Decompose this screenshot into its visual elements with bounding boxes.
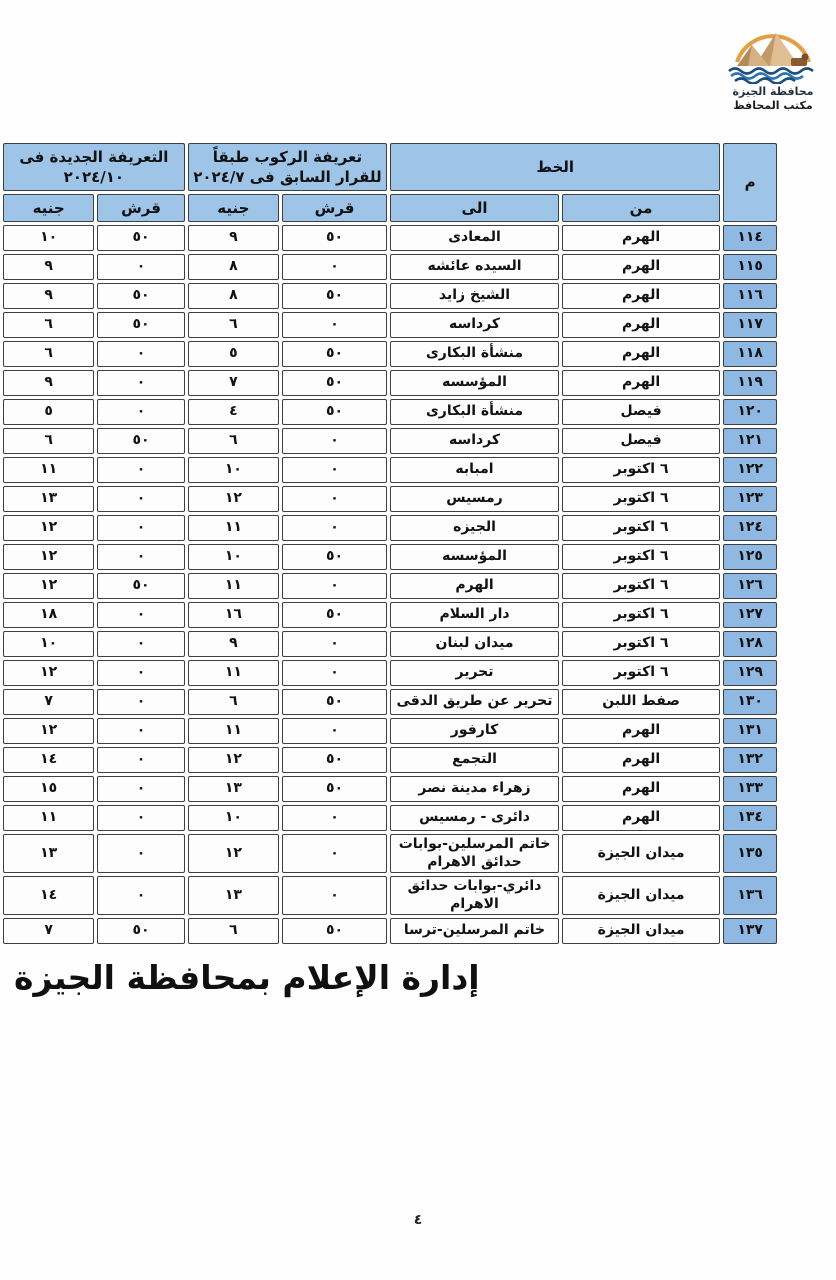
route-from: ميدان الجيزة (562, 876, 720, 915)
row-number: ١٢١ (723, 428, 777, 454)
row-number: ١٣٠ (723, 689, 777, 715)
page-number: ٤ (413, 1212, 423, 1228)
fare-table (0, 140, 780, 947)
route-from: ميدان الجيزة (562, 918, 720, 944)
route-to: خاتم المرسلين-ترسا (390, 918, 559, 944)
table-row (3, 428, 777, 454)
route-to: السيده عائشه (390, 254, 559, 280)
route-from: ٦ اكتوبر (562, 660, 720, 686)
header-prev-fare-group: تعريفة الركوب طبقاً للقرار السابق فى ٢٠٢٤/٧ (188, 143, 387, 191)
prev-fare-piasters: ٠ (282, 515, 387, 541)
prev-fare-piasters: ٥٠ (282, 689, 387, 715)
route-to: الجيزه (390, 515, 559, 541)
new-fare-piasters: ٥٠ (97, 283, 184, 309)
new-fare-piasters: ٠ (97, 631, 184, 657)
prev-fare-pounds: ٦ (188, 689, 279, 715)
row-number: ١١٨ (723, 341, 777, 367)
prev-fare-piasters: ٥٠ (282, 747, 387, 773)
route-to: التجمع (390, 747, 559, 773)
new-fare-piasters: ٠ (97, 834, 184, 873)
route-from: فيصل (562, 428, 720, 454)
prev-fare-pounds: ١٢ (188, 747, 279, 773)
header-prev-piasters: قرش (282, 194, 387, 222)
row-number: ١٢٣ (723, 486, 777, 512)
table-row (3, 602, 777, 628)
prev-fare-pounds: ١٠ (188, 805, 279, 831)
row-number: ١٢٠ (723, 399, 777, 425)
route-to: رمسيس (390, 486, 559, 512)
prev-fare-pounds: ٧ (188, 370, 279, 396)
prev-fare-piasters: ٥٠ (282, 370, 387, 396)
table-row (3, 918, 777, 944)
row-number: ١٣٧ (723, 918, 777, 944)
route-to: المؤسسه (390, 544, 559, 570)
row-number: ١١٤ (723, 225, 777, 251)
table-row (3, 457, 777, 483)
table-row (3, 660, 777, 686)
new-fare-piasters: ٠ (97, 370, 184, 396)
prev-fare-piasters: ٠ (282, 834, 387, 873)
header-new-piasters: قرش (97, 194, 184, 222)
new-fare-piasters: ٠ (97, 660, 184, 686)
new-fare-pounds: ٩ (3, 283, 94, 309)
table-row (3, 776, 777, 802)
route-to: المعادى (390, 225, 559, 251)
header-from: من (562, 194, 720, 222)
route-from: ميدان الجيزة (562, 834, 720, 873)
table-row (3, 486, 777, 512)
new-fare-piasters: ٠ (97, 805, 184, 831)
header-line: الخط (390, 143, 720, 191)
route-to: المؤسسه (390, 370, 559, 396)
table-row (3, 225, 777, 251)
new-fare-pounds: ٦ (3, 428, 94, 454)
new-fare-pounds: ٧ (3, 918, 94, 944)
row-number: ١٢٩ (723, 660, 777, 686)
new-fare-pounds: ١٢ (3, 660, 94, 686)
route-from: الهرم (562, 283, 720, 309)
new-fare-pounds: ١٠ (3, 631, 94, 657)
header-index: م (723, 143, 777, 222)
row-number: ١٣٥ (723, 834, 777, 873)
row-number: ١٢٤ (723, 515, 777, 541)
route-to: منشأة البكارى (390, 399, 559, 425)
new-fare-piasters: ٠ (97, 689, 184, 715)
prev-fare-piasters: ٠ (282, 486, 387, 512)
route-from: ٦ اكتوبر (562, 602, 720, 628)
prev-fare-pounds: ٦ (188, 918, 279, 944)
header-group-row (3, 143, 777, 191)
row-number: ١٣٢ (723, 747, 777, 773)
prev-fare-pounds: ١٢ (188, 486, 279, 512)
table-row (3, 718, 777, 744)
prev-fare-pounds: ١١ (188, 515, 279, 541)
prev-fare-piasters: ٥٠ (282, 225, 387, 251)
route-to: دائرى - رمسيس (390, 805, 559, 831)
prev-fare-pounds: ١٠ (188, 457, 279, 483)
pyramids-sun-nile-icon (721, 20, 825, 84)
row-number: ١٣١ (723, 718, 777, 744)
route-from: ٦ اكتوبر (562, 544, 720, 570)
table-row (3, 747, 777, 773)
route-to: امبابه (390, 457, 559, 483)
prev-fare-pounds: ١١ (188, 660, 279, 686)
prev-fare-pounds: ٥ (188, 341, 279, 367)
new-fare-piasters: ٥٠ (97, 918, 184, 944)
prev-fare-piasters: ٠ (282, 254, 387, 280)
prev-fare-pounds: ١٠ (188, 544, 279, 570)
fare-table-body (3, 225, 777, 944)
new-fare-pounds: ٦ (3, 312, 94, 338)
row-number: ١٣٦ (723, 876, 777, 915)
new-fare-pounds: ١٢ (3, 718, 94, 744)
new-fare-piasters: ٥٠ (97, 573, 184, 599)
new-fare-pounds: ١٥ (3, 776, 94, 802)
header-prev-pounds: جنيه (188, 194, 279, 222)
prev-fare-pounds: ٨ (188, 283, 279, 309)
new-fare-pounds: ٦ (3, 341, 94, 367)
prev-fare-piasters: ٥٠ (282, 544, 387, 570)
prev-fare-pounds: ٩ (188, 631, 279, 657)
new-fare-pounds: ١١ (3, 457, 94, 483)
fare-table-header (3, 143, 777, 222)
route-from: ٦ اكتوبر (562, 573, 720, 599)
row-number: ١١٥ (723, 254, 777, 280)
route-to: كارفور (390, 718, 559, 744)
prev-fare-pounds: ٦ (188, 428, 279, 454)
new-fare-piasters: ٠ (97, 876, 184, 915)
new-fare-pounds: ١٢ (3, 573, 94, 599)
row-number: ١٢٦ (723, 573, 777, 599)
row-number: ١٢٨ (723, 631, 777, 657)
prev-fare-piasters: ٠ (282, 312, 387, 338)
new-fare-pounds: ١٢ (3, 515, 94, 541)
giza-governorate-logo (714, 20, 832, 112)
table-row (3, 515, 777, 541)
route-to: الشيخ زايد (390, 283, 559, 309)
prev-fare-pounds: ٦ (188, 312, 279, 338)
route-from: الهرم (562, 225, 720, 251)
header-new-fare-group: التعريفة الجديدة فى ٢٠٢٤/١٠ (3, 143, 185, 191)
route-from: ٦ اكتوبر (562, 631, 720, 657)
prev-fare-piasters: ٥٠ (282, 399, 387, 425)
table-row (3, 805, 777, 831)
new-fare-pounds: ١٣ (3, 834, 94, 873)
new-fare-piasters: ٥٠ (97, 225, 184, 251)
table-row (3, 283, 777, 309)
logo-org-name: محافظة الجيزة (732, 85, 814, 98)
row-number: ١١٧ (723, 312, 777, 338)
route-to: كرداسه (390, 428, 559, 454)
route-to: تحرير عن طريق الدقى (390, 689, 559, 715)
row-number: ١٣٣ (723, 776, 777, 802)
route-to: دائري-بوابات حدائق الاهرام (390, 876, 559, 915)
table-row (3, 341, 777, 367)
prev-fare-piasters: ٠ (282, 718, 387, 744)
route-from: ٦ اكتوبر (562, 515, 720, 541)
new-fare-piasters: ٠ (97, 341, 184, 367)
row-number: ١١٩ (723, 370, 777, 396)
table-row (3, 399, 777, 425)
new-fare-pounds: ١٨ (3, 602, 94, 628)
new-fare-piasters: ٠ (97, 544, 184, 570)
row-number: ١٣٤ (723, 805, 777, 831)
table-row (3, 631, 777, 657)
prev-fare-pounds: ١٦ (188, 602, 279, 628)
route-from: الهرم (562, 341, 720, 367)
route-from: الهرم (562, 254, 720, 280)
route-to: منشأة البكارى (390, 341, 559, 367)
new-fare-piasters: ٠ (97, 718, 184, 744)
prev-fare-piasters: ٠ (282, 457, 387, 483)
new-fare-pounds: ٩ (3, 254, 94, 280)
prev-fare-pounds: ١٢ (188, 834, 279, 873)
table-row (3, 573, 777, 599)
row-number: ١٢٢ (723, 457, 777, 483)
prev-fare-pounds: ٩ (188, 225, 279, 251)
prev-fare-pounds: ١١ (188, 573, 279, 599)
new-fare-piasters: ٠ (97, 776, 184, 802)
header-to: الى (390, 194, 559, 222)
table-row (3, 544, 777, 570)
table-row (3, 834, 777, 873)
prev-fare-piasters: ٠ (282, 876, 387, 915)
route-to: كرداسه (390, 312, 559, 338)
route-from: الهرم (562, 312, 720, 338)
route-from: ٦ اكتوبر (562, 457, 720, 483)
new-fare-piasters: ٠ (97, 602, 184, 628)
prev-fare-piasters: ٠ (282, 660, 387, 686)
row-number: ١٢٧ (723, 602, 777, 628)
new-fare-pounds: ١٣ (3, 486, 94, 512)
new-fare-piasters: ٠ (97, 486, 184, 512)
footer-department: إدارة الإعلام بمحافظة الجيزة (14, 958, 480, 997)
prev-fare-piasters: ٠ (282, 573, 387, 599)
row-number: ١١٦ (723, 283, 777, 309)
new-fare-pounds: ٥ (3, 399, 94, 425)
new-fare-piasters: ٥٠ (97, 312, 184, 338)
prev-fare-piasters: ٥٠ (282, 602, 387, 628)
table-row (3, 689, 777, 715)
header-new-pounds: جنيه (3, 194, 94, 222)
prev-fare-pounds: ١٣ (188, 876, 279, 915)
header-sub-row (3, 194, 777, 222)
new-fare-piasters: ٠ (97, 457, 184, 483)
table-row (3, 876, 777, 915)
prev-fare-pounds: ٨ (188, 254, 279, 280)
route-from: الهرم (562, 747, 720, 773)
prev-fare-pounds: ١١ (188, 718, 279, 744)
route-from: الهرم (562, 805, 720, 831)
route-from: الهرم (562, 370, 720, 396)
route-from: فيصل (562, 399, 720, 425)
prev-fare-piasters: ٠ (282, 631, 387, 657)
route-from: الهرم (562, 718, 720, 744)
route-to: الهرم (390, 573, 559, 599)
table-row (3, 312, 777, 338)
table-row (3, 254, 777, 280)
prev-fare-piasters: ٥٠ (282, 283, 387, 309)
new-fare-piasters: ٠ (97, 515, 184, 541)
logo-office-name: مكتب المحافظ (733, 98, 813, 112)
prev-fare-piasters: ٥٠ (282, 776, 387, 802)
new-fare-pounds: ٧ (3, 689, 94, 715)
prev-fare-pounds: ٤ (188, 399, 279, 425)
prev-fare-piasters: ٠ (282, 805, 387, 831)
new-fare-piasters: ٠ (97, 747, 184, 773)
prev-fare-piasters: ٠ (282, 428, 387, 454)
new-fare-pounds: ١٤ (3, 747, 94, 773)
route-from: الهرم (562, 776, 720, 802)
new-fare-pounds: ١٢ (3, 544, 94, 570)
new-fare-pounds: ٩ (3, 370, 94, 396)
route-from: صفط اللبن (562, 689, 720, 715)
row-number: ١٢٥ (723, 544, 777, 570)
new-fare-pounds: ١٠ (3, 225, 94, 251)
prev-fare-piasters: ٥٠ (282, 341, 387, 367)
new-fare-piasters: ٥٠ (97, 428, 184, 454)
new-fare-piasters: ٠ (97, 254, 184, 280)
route-to: تحرير (390, 660, 559, 686)
new-fare-pounds: ١١ (3, 805, 94, 831)
route-to: خاتم المرسلين-بوابات حدائق الاهرام (390, 834, 559, 873)
route-from: ٦ اكتوبر (562, 486, 720, 512)
table-row (3, 370, 777, 396)
route-to: دار السلام (390, 602, 559, 628)
route-to: ميدان لبنان (390, 631, 559, 657)
route-to: زهراء مدينة نصر (390, 776, 559, 802)
prev-fare-piasters: ٥٠ (282, 918, 387, 944)
prev-fare-pounds: ١٣ (188, 776, 279, 802)
new-fare-pounds: ١٤ (3, 876, 94, 915)
new-fare-piasters: ٠ (97, 399, 184, 425)
